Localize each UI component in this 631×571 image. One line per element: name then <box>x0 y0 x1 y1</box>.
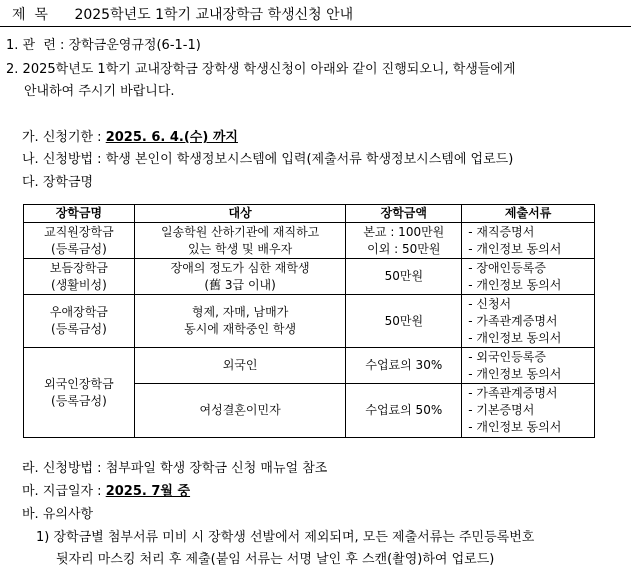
amount-cell: 수업료의 50% <box>346 384 462 438</box>
section-ma <box>22 483 190 501</box>
item-2-number: 2. <box>6 62 19 77</box>
deadline-value: 2025. 6. 4.(수) 까지 <box>105 130 238 145</box>
table-row <box>24 295 595 348</box>
note-line-2: 뒷자리 마스킹 처리 후 제출(붙임 서류는 서명 날인 후 스캔(촬영)하여 업로드) <box>56 552 495 567</box>
scholarship-name-cell: 교직원장학금 (등록금성) <box>24 223 135 259</box>
table-row <box>24 259 595 295</box>
scholarship-name-cell: 외국인장학금 (등록금성) <box>24 348 135 438</box>
section-na-value: 학생 본인이 학생정보시스템에 입력(제출서류 학생정보시스템에 업로드) <box>105 152 514 167</box>
target-cell: 일송학원 산하기관에 재직하고 있는 학생 및 배우자 <box>134 223 346 259</box>
amount-cell: 수업료의 30% <box>346 348 462 384</box>
documents-cell: - 장애인등록증 - 개인정보 동의서 <box>462 259 595 295</box>
section-ma-label: 마. 지급일자 : <box>22 484 102 499</box>
header-title-row <box>12 6 353 24</box>
note-line-1: 1) 장학금별 첨부서류 미비 시 장학생 선발에서 제외되며, 모든 제출서류는 주민등록번호 <box>36 530 535 545</box>
target-cell: 형제, 자매, 남매가 동시에 재학중인 학생 <box>134 295 346 348</box>
section-ra-value: 첨부파일 학생 장학금 신청 매뉴얼 참조 <box>105 461 328 476</box>
header-scholarship-name: 장학금명 <box>24 205 135 223</box>
section-da: 다. 장학금명 <box>22 175 94 190</box>
section-ba: 바. 유의사항 <box>22 507 94 522</box>
target-cell: 여성결혼이민자 <box>134 384 346 438</box>
section-ra-label: 라. 신청방법 : <box>22 461 102 476</box>
documents-cell: - 가족관계증명서 - 기본증명서 - 개인정보 동의서 <box>462 384 595 438</box>
amount-cell: 본교 : 100만원 이외 : 50만원 <box>346 223 462 259</box>
table-row <box>24 223 595 259</box>
document-title: 2025학년도 1학기 교내장학금 학생신청 안내 <box>74 7 354 23</box>
item-1-text: 관 련 : 장학금운영규정(6-1-1) <box>22 38 201 53</box>
item-2-continuation: 안내하여 주시기 바랍니다. <box>24 84 175 99</box>
scholarship-name-cell: 우애장학금 (등록금성) <box>24 295 135 348</box>
table-header-row <box>24 205 595 223</box>
amount-cell: 50만원 <box>346 295 462 348</box>
item-1 <box>6 37 201 55</box>
documents-cell: - 신청서 - 가족관계증명서 - 개인정보 동의서 <box>462 295 595 348</box>
item-2 <box>6 61 516 79</box>
documents-cell: - 외국인등록증 - 개인정보 동의서 <box>462 348 595 384</box>
section-ga <box>22 129 238 147</box>
scholarship-name-cell: 보듬장학금 (생활비성) <box>24 259 135 295</box>
header-target: 대상 <box>134 205 346 223</box>
item-2-text: 2025학년도 1학기 교내장학금 장학생 학생신청이 아래와 같이 진행되오니, 학생들에게 <box>22 62 516 77</box>
payment-date-value: 2025. 7월 중 <box>105 484 191 499</box>
section-ra <box>22 460 327 478</box>
target-cell: 외국인 <box>134 348 346 384</box>
table-row <box>24 348 595 384</box>
section-na-label: 나. 신청방법 : <box>22 152 102 167</box>
header-documents: 제출서류 <box>462 205 595 223</box>
documents-cell: - 재직증명서 - 개인정보 동의서 <box>462 223 595 259</box>
section-ga-label: 가. 신청기한 : <box>22 130 102 145</box>
amount-cell: 50만원 <box>346 259 462 295</box>
header-divider <box>0 26 631 27</box>
item-1-number: 1. <box>6 38 19 53</box>
header-label: 제 목 <box>12 7 48 23</box>
scholarship-table <box>23 204 595 438</box>
header-amount: 장학금액 <box>346 205 462 223</box>
target-cell: 장애의 정도가 심한 재학생 (舊 3급 이내) <box>134 259 346 295</box>
section-na <box>22 151 513 169</box>
